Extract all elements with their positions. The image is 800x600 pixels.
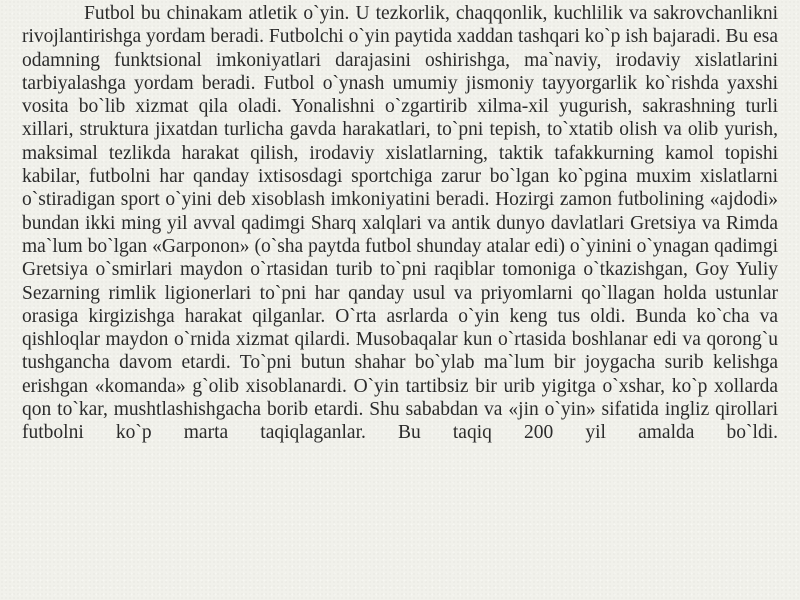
body-paragraph: Futbol bu chinakam atletik o`yin. U tezkorlik, chaqqonlik, kuchlilik va sakrovchanlikni rivojlantirishga yordam beradi. Futbolchi o`yin paytida xaddan tashqari ko`p ish bajaradi. Bu esa odamning funktsional imkoniyatlari darajasini oshirishga, ma`naviy, irodaviy xislatlarini tarbiyalashga yordam beradi. Futbol o`ynash umumiy jismoniy tayyorgarlik ko`rishda yaxshi vosita bo`lib xizmat qila oladi. Yonalishni o`zgartirib xilma-xil yugurish, sakrashning turli xillari, struktura jixatdan turlicha gavda harakatlari, to`pni tepish, to`xtatib olish va olib yurish, maksimal tezlikda harakat qilish, irodaviy xislatlarning, taktik tafakkurning kamol topishi kabilar, futbolni har qanday ixtisosdagi sportchiga zarur bo`lgan ko`pgina muxim xislatlarni o`stiradigan sport o`yini deb xisoblash imkoniyatini beradi. Hozirgi zamon futbolining «ajdodi» bundan ikki ming yil avval qadimgi Sharq xalqlari va antik dunyo davlatlari Gretsiya va Rimda ma`lum bo`lgan «Garponon» (o`sha paytda futbol shunday atalar edi) o`yinini o`ynagan qadimgi Gretsiya o`smirlari maydon o`rtasidan turib to`pni raqiblar tomoniga o`tkazishgan, Goy Yuliy Sezarning rimlik ligionerlari to`pni har qanday usul va priyomlarni qo`llagan holda ustunlar orasiga kirgizishga harakat qilganlar. O`rta asrlarda o`yin keng tus oldi. Bunda ko`cha va qishloqlar maydon o`rnida xizmat qilardi. Musobaqalar kun o`rtasida boshlanar edi va qorong`u tushgancha davom etardi. To`pni butun shahar bo`ylab ma`lum bir joygacha surib kelishga erishgan «komanda» g`olib xisoblanardi. O`yin tartibsiz bir urib yigitga o`xshar, ko`p xollarda qon to`kar, mushtlashishgacha borib etardi. Shu sababdan va «jin o`yin» sifatida ingliz qirollari futbolni ko`p marta taqiqlaganlar. Bu taqiq 200 yil amalda bo`ldi.: [22, 3, 778, 444]
